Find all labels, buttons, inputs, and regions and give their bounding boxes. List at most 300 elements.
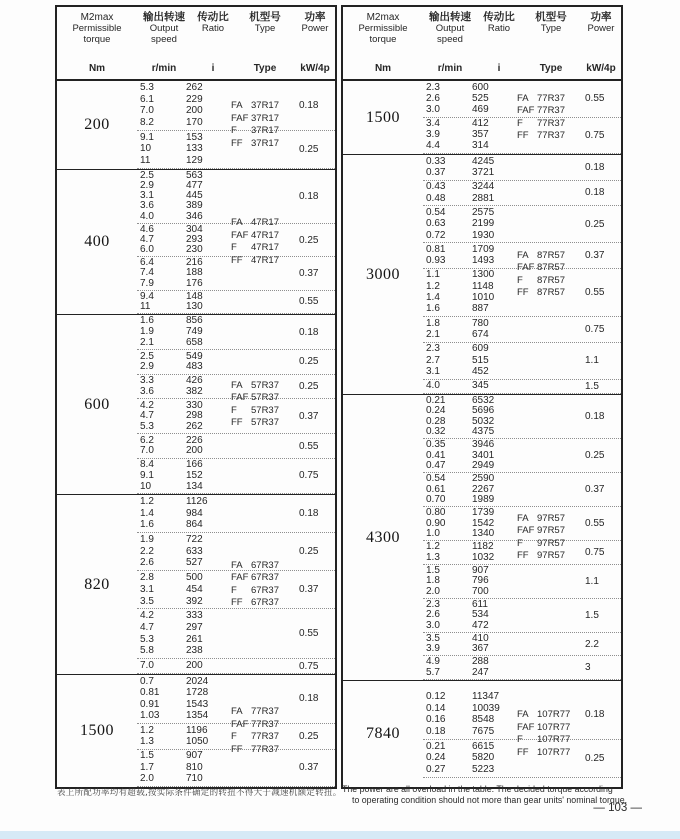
- type-prefix: FAF: [231, 229, 249, 241]
- output-speed-value: 1.8: [426, 317, 440, 329]
- header-label-english: Power: [301, 23, 329, 34]
- table-row: [423, 765, 579, 775]
- output-speed-value: 3.3: [140, 375, 154, 387]
- type-prefix: FA: [231, 379, 243, 391]
- type-prefix: FAF: [517, 525, 535, 536]
- ratio-value: 600: [472, 81, 489, 93]
- power-value: 0.25: [585, 218, 605, 230]
- power-group: [423, 206, 621, 243]
- header-label-english: Permissible: [358, 23, 408, 34]
- ratio-value: 2881: [472, 192, 495, 204]
- ratio-value: 469: [472, 103, 489, 115]
- type-designation: [231, 113, 279, 126]
- section-body: [423, 81, 621, 154]
- output-speed-value: 3.6: [140, 385, 154, 397]
- table-row: [137, 156, 293, 166]
- type-prefix: FF: [517, 130, 529, 141]
- type-designation: [231, 597, 279, 610]
- speed-ratio-rows: [137, 495, 293, 532]
- table-row: [137, 338, 293, 348]
- output-speed-value: 2.1: [426, 329, 440, 341]
- type-prefix: FF: [517, 287, 529, 298]
- header-unit: kW/4p: [300, 63, 330, 74]
- header-label-english: Permissible: [72, 23, 122, 34]
- header-label-primary: 输出转速: [143, 11, 185, 23]
- ratio-value: 2267: [472, 483, 495, 495]
- output-speed-value: 2.0: [140, 773, 154, 785]
- type-prefix: F: [517, 537, 523, 549]
- ratio-value: 200: [186, 660, 203, 672]
- type-designations: [231, 560, 279, 610]
- header-unit: Type: [253, 63, 277, 74]
- ratio-value: 8548: [472, 714, 495, 726]
- output-speed-value: 0.24: [426, 405, 446, 417]
- output-speed-value: 1.6: [140, 315, 154, 327]
- power-group: [423, 565, 621, 599]
- power-group: [137, 495, 335, 533]
- torque-value: 4300: [366, 528, 400, 546]
- ratio-value: 563: [186, 170, 203, 182]
- header-label-english: Power: [587, 23, 615, 34]
- type-designation: [231, 255, 279, 268]
- type-designation: [517, 734, 570, 747]
- table-row: [137, 302, 293, 312]
- power-value: 1.1: [585, 575, 599, 587]
- ratio-value: 230: [186, 244, 203, 256]
- type-model: 77R37: [537, 92, 565, 104]
- speed-ratio-rows: [423, 439, 579, 472]
- power-value: 2.2: [585, 638, 599, 650]
- ratio-value: 216: [186, 257, 203, 269]
- power-value: 0.18: [585, 161, 605, 173]
- type-prefix: FF: [517, 746, 529, 758]
- ratio-value: 2024: [186, 675, 209, 687]
- ratio-value: 1196: [186, 724, 208, 736]
- type-prefix: FAF: [231, 112, 249, 124]
- table-row: [423, 566, 579, 576]
- footnote-english-line2: to operating condition should not more than gear units' nominal torque.: [352, 795, 628, 805]
- output-speed-value: 0.24: [426, 752, 446, 764]
- type-designation: [517, 250, 565, 263]
- output-speed-value: 3.0: [426, 103, 440, 115]
- power-group: [137, 609, 335, 659]
- output-speed-value: 0.35: [426, 439, 446, 451]
- power-value: 0.25: [299, 730, 319, 742]
- ratio-value: 1148: [472, 280, 494, 292]
- ratio-value: 2199: [472, 218, 495, 230]
- table-row: [137, 446, 293, 456]
- ratio-value: 333: [186, 610, 203, 622]
- table-row: [423, 610, 579, 620]
- type-designation: [231, 125, 279, 138]
- ratio-value: 176: [186, 277, 203, 289]
- output-speed-value: 1.6: [426, 303, 440, 315]
- type-model: 77R37: [537, 117, 565, 129]
- section-body: [137, 170, 335, 314]
- power-value: 0.25: [299, 356, 319, 368]
- output-speed-value: 0.72: [426, 229, 446, 241]
- table-header: [343, 7, 621, 81]
- type-designation: [231, 719, 279, 732]
- ratio-value: 1182: [472, 541, 494, 553]
- ratio-value: 166: [186, 459, 203, 471]
- table-row: [137, 661, 293, 671]
- type-prefix: F: [231, 584, 237, 596]
- type-designation: [517, 538, 565, 551]
- section-4300: [343, 395, 621, 681]
- speed-ratio-rows: [423, 395, 579, 438]
- ratio-value: 454: [186, 583, 203, 595]
- ratio-value: 710: [186, 773, 203, 785]
- type-prefix: FAF: [517, 105, 535, 116]
- output-speed-value: 11: [140, 300, 151, 312]
- table-row: [137, 201, 293, 211]
- header-label-primary: 机型号: [535, 11, 567, 23]
- type-designation: [517, 513, 565, 526]
- table-row: [137, 327, 293, 337]
- output-speed-value: 4.2: [140, 610, 154, 622]
- power-value: 0.55: [585, 518, 605, 530]
- table-row: [423, 600, 579, 610]
- header-label-english: Type: [540, 23, 562, 34]
- output-speed-value: 1.9: [140, 326, 154, 338]
- ratio-value: 412: [472, 118, 489, 130]
- ratio-value: 810: [186, 761, 203, 773]
- output-speed-value: 1.3: [140, 735, 154, 747]
- ratio-value: 382: [186, 385, 203, 397]
- table-row: [137, 292, 293, 302]
- table-row: [423, 621, 579, 631]
- output-speed-value: 1.1: [426, 269, 440, 281]
- header-label-english: Output: [435, 23, 465, 34]
- output-speed-value: 0.61: [426, 483, 446, 495]
- output-speed-value: 2.8: [140, 572, 154, 584]
- power-group: [423, 380, 621, 394]
- ratio-value: 472: [472, 619, 489, 631]
- ratio-value: 226: [186, 434, 203, 446]
- speed-ratio-rows: [423, 317, 579, 342]
- power-group: [423, 343, 621, 380]
- torque-value: 600: [84, 395, 110, 413]
- output-speed-value: 3.5: [140, 595, 154, 607]
- table-row: [137, 171, 293, 181]
- type-model: 57R37: [251, 404, 279, 416]
- speed-ratio-rows: [423, 656, 579, 679]
- ratio-value: 345: [472, 380, 489, 392]
- type-prefix: FAF: [231, 572, 249, 583]
- header-label-primary: M2max: [366, 12, 400, 23]
- output-speed-value: 1.5: [140, 750, 154, 762]
- ratio-value: 3721: [472, 166, 495, 178]
- power-group: [423, 633, 621, 657]
- ratio-value: 188: [186, 267, 203, 279]
- ratio-value: 262: [186, 420, 203, 432]
- table-row: [423, 576, 579, 586]
- type-model: 97R57: [537, 550, 565, 561]
- type-model: 97R57: [537, 525, 565, 536]
- output-speed-value: 0.21: [426, 740, 446, 752]
- output-speed-value: 3.4: [426, 118, 440, 130]
- output-speed-value: 5.8: [140, 645, 154, 657]
- output-speed-value: 1.0: [426, 527, 440, 539]
- ratio-value: 11347: [472, 690, 500, 702]
- header-unit: i: [211, 63, 215, 74]
- table-row: [137, 635, 293, 645]
- ratio-value: 1728: [186, 687, 209, 699]
- power-group: [137, 350, 335, 374]
- type-designation: [231, 560, 279, 573]
- table-row: [423, 495, 579, 505]
- header-label-english: speed: [437, 34, 463, 45]
- table-row: [137, 268, 293, 278]
- type-prefix: FF: [231, 254, 243, 266]
- ratio-value: 1543: [186, 698, 209, 710]
- table-row: [423, 141, 579, 151]
- output-speed-value: 0.81: [140, 687, 160, 699]
- ratio-value: 10039: [472, 702, 500, 714]
- output-speed-value: 2.5: [140, 170, 154, 182]
- output-speed-value: 4.7: [140, 621, 154, 633]
- power-value: 0.37: [299, 410, 319, 422]
- ratio-value: 500: [186, 572, 203, 584]
- ratio-value: 5696: [472, 405, 495, 417]
- power-value: 0.55: [299, 440, 319, 452]
- type-model: 67R37: [251, 572, 279, 583]
- speed-ratio-rows: [137, 434, 293, 457]
- table-row: [137, 352, 293, 362]
- output-speed-value: 5.3: [140, 81, 154, 93]
- speed-ratio-rows: [423, 599, 579, 632]
- table-row: [137, 181, 293, 191]
- output-speed-value: 3.0: [426, 619, 440, 631]
- table-row: [423, 396, 579, 406]
- table-row: [137, 535, 293, 545]
- table-row: [423, 344, 579, 354]
- ratio-value: 229: [186, 93, 203, 105]
- speed-ratio-rows: [423, 206, 579, 242]
- ratio-value: 611: [472, 598, 488, 610]
- output-speed-value: 11: [140, 155, 151, 167]
- output-speed-value: 5.3: [140, 420, 154, 432]
- power-value: 0.18: [299, 190, 319, 202]
- header-unit: r/min: [151, 63, 177, 74]
- ratio-value: 357: [472, 129, 489, 141]
- ratio-value: 170: [186, 116, 203, 128]
- output-speed-value: 8.4: [140, 459, 154, 471]
- ratio-value: 2575: [472, 206, 495, 218]
- type-designations: [231, 217, 279, 267]
- section-600: [57, 315, 335, 495]
- output-speed-value: 0.93: [426, 255, 446, 267]
- type-designation: [517, 525, 565, 538]
- output-speed-value: 1.2: [140, 495, 154, 507]
- ratio-value: 298: [186, 410, 203, 422]
- ratio-value: 1709: [472, 243, 495, 255]
- ratio-value: 907: [186, 750, 203, 762]
- page-number: — 103 —: [593, 802, 642, 814]
- power-value: 0.18: [585, 411, 605, 423]
- output-speed-value: 0.18: [426, 725, 446, 737]
- speed-ratio-rows: [137, 609, 293, 658]
- output-speed-value: 2.6: [140, 557, 154, 569]
- output-speed-value: 2.3: [426, 81, 440, 93]
- ratio-value: 426: [186, 375, 203, 387]
- ratio-value: 288: [472, 656, 489, 668]
- ratio-value: 293: [186, 234, 203, 245]
- ratio-value: 1010: [472, 292, 495, 304]
- ratio-value: 200: [186, 445, 203, 457]
- ratio-value: 367: [472, 643, 489, 655]
- speed-ratio-rows: [137, 350, 293, 373]
- table-row: [423, 330, 579, 340]
- output-speed-value: 1.5: [426, 564, 440, 576]
- ratio-value: 6615: [472, 740, 495, 752]
- power-value: 0.55: [299, 628, 319, 640]
- speed-ratio-rows: [423, 181, 579, 206]
- speed-ratio-rows: [137, 170, 293, 223]
- type-model: 57R37: [251, 392, 279, 403]
- type-designation: [231, 380, 279, 393]
- header-unit: Nm: [374, 63, 392, 74]
- output-speed-value: 1.4: [426, 292, 440, 304]
- ratio-value: 346: [186, 210, 203, 222]
- output-speed-value: 7.0: [140, 105, 154, 117]
- type-prefix: FAF: [231, 718, 249, 730]
- output-speed-value: 7.4: [140, 267, 154, 279]
- ratio-value: 483: [186, 361, 203, 373]
- output-speed-value: 0.33: [426, 155, 446, 167]
- type-prefix: F: [517, 274, 523, 286]
- output-speed-value: 4.7: [140, 410, 154, 422]
- power-value: 0.75: [585, 129, 605, 141]
- output-speed-value: 0.27: [426, 764, 446, 776]
- ratio-value: 445: [186, 190, 203, 202]
- output-speed-value: 2.1: [140, 336, 154, 348]
- type-designation: [517, 722, 570, 735]
- type-prefix: FA: [231, 100, 243, 111]
- table-row: [423, 485, 579, 495]
- ratio-value: 525: [472, 92, 489, 104]
- type-designation: [231, 706, 279, 719]
- ratio-value: 133: [186, 143, 203, 155]
- type-designation: [231, 217, 279, 230]
- table-row: [137, 646, 293, 656]
- type-prefix: FF: [517, 550, 529, 561]
- ratio-value: 129: [186, 155, 203, 167]
- header-label-primary: 功率: [590, 11, 612, 23]
- output-speed-value: 5.7: [426, 666, 440, 678]
- header-labels: [588, 12, 615, 34]
- output-speed-value: 3.9: [426, 129, 440, 141]
- section-body: [423, 681, 621, 787]
- header-label-primary: 传动比: [483, 11, 515, 23]
- ratio-value: 304: [186, 223, 203, 235]
- ratio-value: 5032: [472, 415, 495, 427]
- table-row: [423, 417, 579, 427]
- power-value: 0.25: [299, 380, 319, 392]
- header-col-nm: [343, 7, 423, 79]
- output-speed-value: 0.43: [426, 181, 446, 193]
- header-col-type: [521, 7, 581, 79]
- table-row: [423, 168, 579, 178]
- type-prefix: FAF: [231, 392, 249, 403]
- ratio-value: 2949: [472, 460, 495, 472]
- speed-ratio-rows: [137, 315, 293, 349]
- ratio-value: 527: [186, 557, 203, 569]
- output-speed-value: 0.90: [426, 517, 446, 529]
- ratio-value: 297: [186, 621, 203, 633]
- type-model: 97R57: [537, 537, 565, 549]
- header-col-kw4p: [295, 7, 335, 79]
- type-prefix: FA: [231, 706, 243, 717]
- output-speed-value: 4.7: [140, 234, 154, 245]
- header-col-type: [235, 7, 295, 79]
- torque-value: 3000: [366, 265, 400, 283]
- output-speed-value: 5.3: [140, 633, 154, 645]
- ratio-value: 780: [472, 317, 489, 329]
- ratio-value: 1493: [472, 255, 495, 267]
- ratio-value: 856: [186, 315, 203, 327]
- table-row: [423, 208, 579, 218]
- table-row: [423, 668, 579, 678]
- table-row: [137, 763, 293, 773]
- section-body: [137, 315, 335, 494]
- type-designation: [517, 275, 565, 288]
- output-speed-value: 9.4: [140, 290, 154, 302]
- ratio-value: 262: [186, 81, 203, 93]
- header-label-english: torque: [369, 34, 397, 45]
- ratio-value: 1340: [472, 527, 495, 539]
- header-labels: [483, 12, 515, 34]
- type-designation: [231, 744, 279, 757]
- power-value: 0.75: [585, 323, 605, 335]
- type-designations: [231, 380, 279, 430]
- type-model: 77R37: [537, 130, 565, 141]
- ratio-value: 1542: [472, 517, 495, 529]
- type-designation: [517, 550, 565, 563]
- speed-ratio-rows: [423, 473, 579, 506]
- output-speed-value: 2.6: [426, 609, 440, 621]
- power-value: 0.75: [299, 660, 319, 672]
- type-designations: [517, 250, 565, 300]
- type-designation: [517, 287, 565, 300]
- output-speed-value: 2.5: [140, 350, 154, 362]
- ratio-value: 3244: [472, 181, 495, 193]
- output-speed-value: 8.2: [140, 116, 154, 128]
- ratio-value: 515: [472, 354, 489, 366]
- ratio-value: 633: [186, 545, 203, 557]
- ratio-value: 1989: [472, 494, 495, 506]
- ratio-value: 907: [472, 564, 489, 576]
- ratio-value: 609: [472, 343, 489, 355]
- output-speed-value: 7.0: [140, 660, 154, 672]
- section-200: [57, 81, 335, 170]
- type-model: 87R57: [537, 249, 565, 261]
- power-value: 0.75: [585, 546, 605, 558]
- output-speed-value: 0.21: [426, 395, 446, 407]
- power-value: 0.25: [299, 546, 319, 558]
- ratio-value: 261: [186, 633, 203, 645]
- header-unit: Type: [539, 63, 563, 74]
- spec-table-right: [341, 5, 623, 789]
- header-labels: [197, 12, 229, 34]
- power-value: 0.18: [585, 708, 605, 720]
- section-body: [423, 395, 621, 680]
- section-820: [57, 495, 335, 675]
- output-speed-value: 3.9: [426, 643, 440, 655]
- ratio-value: 148: [186, 290, 203, 302]
- section-3000: [343, 155, 621, 395]
